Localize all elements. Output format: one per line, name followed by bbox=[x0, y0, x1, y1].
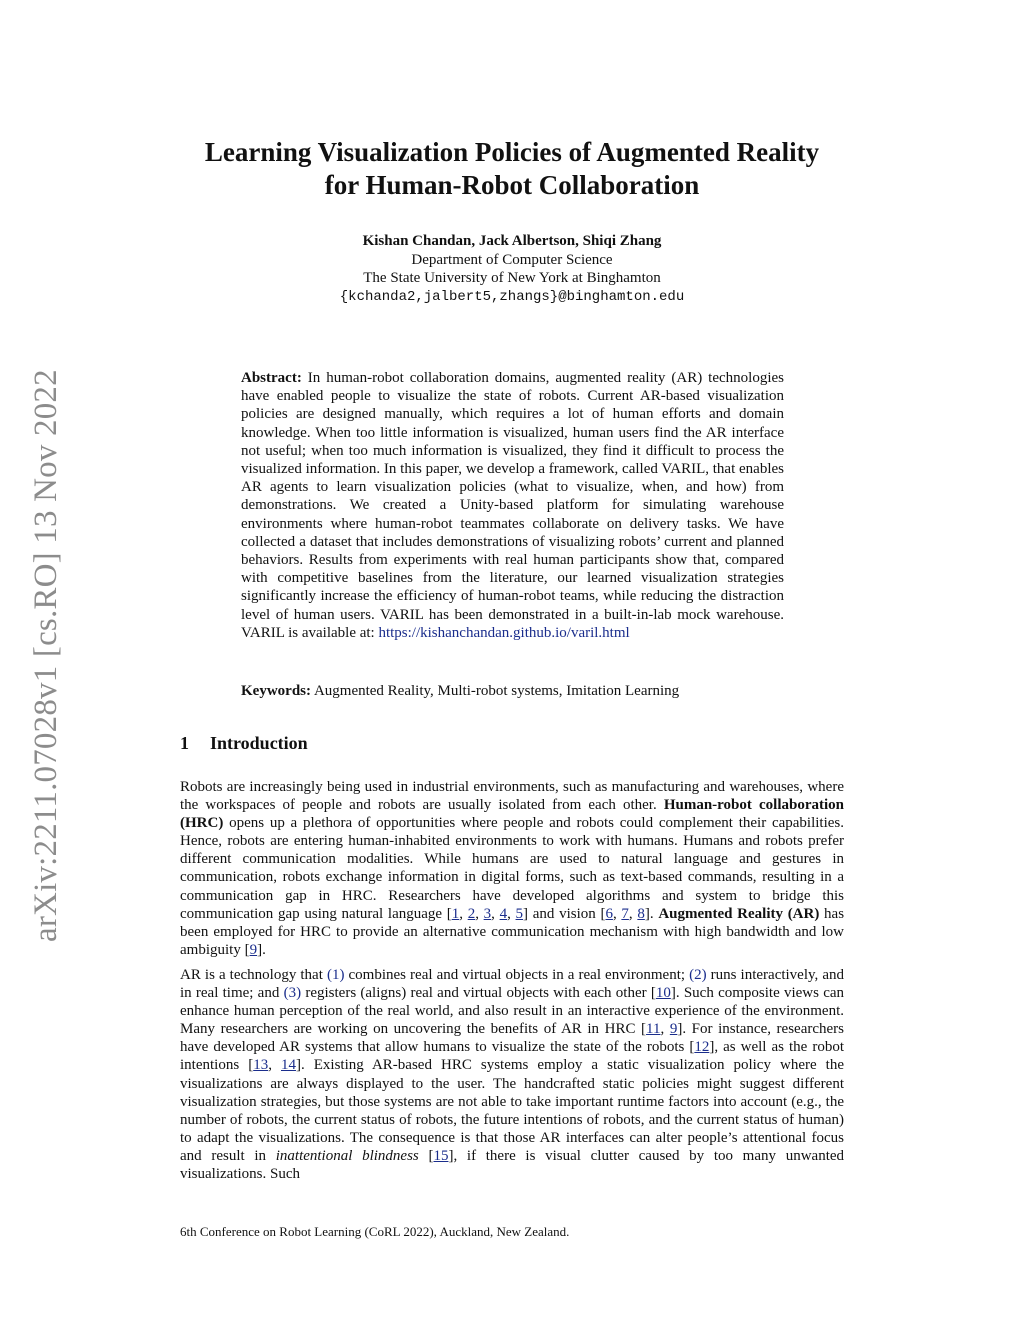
text-span: ]. For instance, researchers have developed AR systems that allow humans to visualize the state of the robots [ bbox=[180, 1021, 845, 1056]
section-heading bbox=[180, 732, 844, 754]
text-span: combines real and virtual objects in a real environment; bbox=[348, 966, 686, 983]
citation-link[interactable]: 2 bbox=[467, 905, 476, 922]
citation-link[interactable]: 10 bbox=[655, 985, 671, 1002]
text-span: [ bbox=[428, 1147, 434, 1164]
term-ar: Augmented Reality (AR) bbox=[658, 905, 820, 922]
citation-link[interactable]: 9 bbox=[249, 941, 258, 958]
citation-link[interactable]: 7 bbox=[621, 905, 629, 922]
author-email: {kchanda2,jalbert5,zhangs}@binghamton.edu bbox=[339, 288, 685, 305]
term-inattentional-blindness: inattentional blindness bbox=[275, 1147, 419, 1164]
citation-link[interactable]: 8 bbox=[637, 905, 645, 922]
text-span: ] and vision [ bbox=[523, 905, 606, 922]
citation-link[interactable]: 6 bbox=[605, 905, 613, 922]
title-line-2: for Human-Robot Collaboration bbox=[324, 170, 700, 200]
keywords-label: Keywords: bbox=[241, 683, 311, 699]
text-span: ]. bbox=[257, 941, 266, 958]
paper-title bbox=[150, 136, 874, 202]
conference-footer: 6th Conference on Robot Learning (CoRL 2022), Auckland, New Zealand. bbox=[180, 1224, 570, 1239]
citation-link[interactable]: 14 bbox=[280, 1057, 296, 1074]
text-span: AR is a technology that bbox=[180, 966, 323, 983]
author-department: Department of Computer Science bbox=[411, 251, 613, 268]
citation-link[interactable]: 1 bbox=[451, 905, 460, 922]
citation-link[interactable]: 12 bbox=[694, 1039, 710, 1056]
text-span: ]. Existing AR-based HRC systems employ a static visualization policy where the visualizations are always displayed to the user. The handcrafted static policies might suggest different visualization strategies, but those systems are not able to take important runtime factors into account (e.g., the number of robots, the current status of robots, the future intentions of robots, and the current status of human) to adapt the visualizations. The consequence is that those AR interfaces can alter people’s attentional focus and result in bbox=[180, 1057, 844, 1164]
text-span: Robots are increasingly being used in industrial environments, such as manufacturing and warehouses, where the workspaces of people and robots are usually isolated from each other. bbox=[180, 779, 844, 814]
arxiv-identifier-stamp: arXiv:2211.07028v1 [cs.RO] 13 Nov 2022 bbox=[28, 369, 64, 942]
citation-link[interactable]: 11 bbox=[646, 1021, 661, 1038]
author-block bbox=[200, 232, 824, 306]
text-span: runs interactively, and in real time; and bbox=[180, 966, 845, 1002]
keywords bbox=[241, 682, 784, 700]
section-number: 1 bbox=[180, 733, 189, 753]
title-line-1: Learning Visualization Policies of Augmented Reality bbox=[204, 137, 820, 167]
text-span: opens up a plethora of opportunities where people and robots could complement their capabilities. Hence, robots are entering human-inhabited environments to work with humans. Humans and robots prefer different communication modalities. While humans are used to natural language and gestures in communication, robots exchange information in digital forms, such as text-based commands, resulting in a communication gap in HRC. Researchers have developed algorithms and system to bridge this communication gap using natural language [ bbox=[180, 815, 845, 922]
project-link[interactable]: https://kishanchandan.github.io/varil.html bbox=[378, 624, 630, 641]
enum-marker: (3) bbox=[283, 985, 302, 1002]
text-span: ]. Such composite views can enhance human perception of the real world, and also result in an interactive experience of the environment. Many researchers are working on uncovering the benefits of AR in HRC [ bbox=[180, 985, 845, 1038]
keywords-text: Augmented Reality, Multi-robot systems, Imitation Learning bbox=[313, 683, 680, 699]
abstract-text: In human-robot collaboration domains, augmented reality (AR) technologies have enabled people to visualize the state of robots. Current AR-based visualization policies are designed manually, which requires a lot of human efforts and domain knowledge. When too little information is visualized, human users find the AR interface not useful; when too much information is visualized, they find it difficult to process the visualized information. In this paper, we develop a framework, called VARIL, that enables AR agents to learn visualization policies (what to visualize, when, and how) from demonstrations. We created a Unity-based platform for simulating warehouse environments where human-robot teammates collaborate on delivery tasks. We have collected a dataset that includes demonstrations of visualizing robots’ current and planned behaviors. Results from experiments with real human participants show that, compared with competitive baselines from the literature, our learned visualization strategies significantly increase the efficiency of human-robot teams, while reducing the distraction level of human users. VARIL has been demonstrated in a built-in-lab mock warehouse. VARIL is available at: bbox=[241, 370, 784, 641]
citation-link[interactable]: 5 bbox=[515, 905, 524, 922]
abstract-label: Abstract: bbox=[241, 370, 302, 386]
paragraph-2: AR is a technology that (1) combines real and virtual objects in a real environment; (2) runs interactively, and in real time; and (3) registers (aligns) real and virtual objects with each other [10]. Such composite views can enhance human perception of the real world, and also result in an interactive experience of the environment. Many researchers are working on uncovering the benefits of AR in HRC [11, 9]. For instance, researchers have developed AR systems that allow humans to visualize the state of the robots [12], as well as the robot intentions [13, 14]. Existing AR-based HRC systems employ a static visualization policy where the visualizations are always displayed to the user. The handcrafted static policies might suggest different visualization strategies, but those systems are not able to take important runtime factors into account (e.g., the number of robots, the current status of robots, the future intentions of robots, and the current status of human) to adapt the visualizations. The consequence is that those AR interfaces can alter people’s attentional focus and result in inattentional blindness [15], if there is visual clutter caused by too many unwanted visualizations. Such bbox=[180, 966, 845, 1182]
author-university: The State University of New York at Binghamton bbox=[363, 270, 661, 286]
citation-link[interactable]: 4 bbox=[499, 905, 508, 922]
paragraph-1: Robots are increasingly being used in industrial environments, such as manufacturing and warehouses, where the workspaces of people and robots are usually isolated from each other. Human-robot collaboration (HRC) opens up a plethora of opportunities where people and robots could complement their capabilities. Hence, robots are entering human-inhabited environments to work with humans. Humans and robots prefer different communication modalities. While humans are used to natural language and gestures in communication, robots exchange information in digital forms, such as text-based commands, resulting in a communication gap in HRC. Researchers have developed algorithms and system to bridge this communication gap using natural language [1, 2, 3, 4, 5] and vision [6, 7, 8]. Augmented Reality (AR) has been employed for HRC to provide an alternative communication mechanism with high bandwidth and low ambiguity [9]. bbox=[180, 779, 845, 958]
citation-link[interactable]: 9 bbox=[669, 1021, 678, 1038]
citation-link[interactable]: 15 bbox=[433, 1147, 449, 1164]
text-span: registers (aligns) real and virtual objects with each other [ bbox=[305, 985, 656, 1002]
text-span: ], as well as the robot intentions [ bbox=[180, 1039, 844, 1074]
citation-link[interactable]: 13 bbox=[253, 1057, 269, 1074]
abstract bbox=[241, 369, 784, 642]
text-span: has been employed for HRC to provide an alternative communication mechanism with high bandwidth and low ambiguity [ bbox=[180, 905, 845, 958]
introduction-body bbox=[180, 778, 844, 1190]
enum-marker: (1) bbox=[326, 966, 345, 983]
author-names: Kishan Chandan, Jack Albertson, Shiqi Zhang bbox=[362, 233, 662, 249]
citation-link[interactable]: 3 bbox=[483, 905, 492, 922]
text-span: ], if there is visual clutter caused by too many unwanted visualizations. Such bbox=[180, 1147, 845, 1182]
enum-marker: (2) bbox=[689, 966, 707, 983]
term-hrc: Human-robot collaboration (HRC) bbox=[180, 797, 844, 832]
section-title: Introduction bbox=[210, 733, 308, 753]
text-span: ]. bbox=[644, 905, 654, 922]
